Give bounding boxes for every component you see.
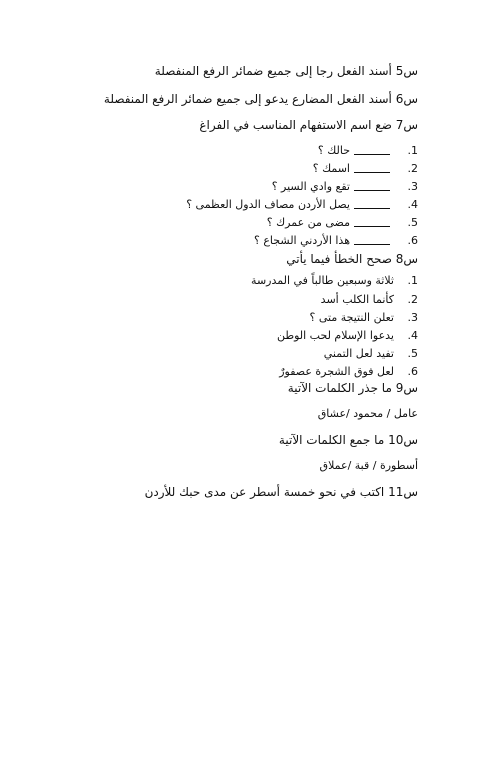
question-10-words: أسطورة / قبة /عملاق <box>319 459 418 472</box>
item-text: كأنما الكلب أسد <box>320 293 394 306</box>
q7-item-1 <box>318 144 418 158</box>
question-10-title: س10 ما جمع الكلمات الآتية <box>278 433 418 447</box>
item-text: تفيد لعل التمني <box>323 347 394 360</box>
q8-item-2 <box>321 293 418 307</box>
item-text: هذا الأردني الشجاع ؟ <box>254 234 350 247</box>
blank-line <box>354 162 390 173</box>
blank-line <box>354 216 390 227</box>
q8-item-4 <box>277 329 418 343</box>
item-number: 5. <box>407 216 418 229</box>
item-number: 6. <box>407 234 418 247</box>
q8-item-3 <box>310 311 418 325</box>
item-text: اسمك ؟ <box>312 162 350 175</box>
question-8-title: س8 صحح الخطأ فيما يأتي <box>286 252 418 266</box>
item-number: 2. <box>407 162 418 175</box>
question-7-title: س7 ضع اسم الاستفهام المناسب في الفراغ <box>199 118 418 132</box>
blank-line <box>354 198 390 209</box>
item-text: لعل فوق الشجرة عصفورٌ <box>279 365 394 378</box>
item-text: تعلن النتيجة متى ؟ <box>309 311 394 324</box>
blank-line <box>354 180 390 191</box>
item-text: ثلاثة وسبعين طالباً في المدرسة <box>251 274 394 287</box>
item-number: 4. <box>407 198 418 211</box>
question-9-title: س9 ما جذر الكلمات الآتية <box>287 381 418 395</box>
q7-item-6 <box>254 234 418 248</box>
q8-item-5 <box>324 347 418 361</box>
q8-item-1 <box>251 274 418 288</box>
item-number: 1. <box>407 144 418 157</box>
question-6: س6 أسند الفعل المضارع يدعو إلى جميع ضمائر الرفع المنفصلة <box>103 92 418 106</box>
question-9-words: عامل / محمود /عشاق <box>317 407 418 420</box>
item-number: 4. <box>407 329 418 342</box>
item-text: تقع وادي السير ؟ <box>271 180 350 193</box>
question-5: س5 أسند الفعل رجا إلى جميع ضمائر الرفع المنفصلة <box>154 64 418 78</box>
blank-line <box>354 144 390 155</box>
item-text: مضى من عمرك ؟ <box>266 216 350 229</box>
item-number: 3. <box>407 311 418 324</box>
item-text: يدعوا الإسلام لحب الوطن <box>276 329 394 342</box>
q7-item-4 <box>186 198 418 212</box>
question-11: س11 اكتب في نحو خمسة أسطر عن مدى حبك للأردن <box>144 485 418 499</box>
item-number: 5. <box>407 347 418 360</box>
q8-item-6 <box>279 365 418 379</box>
item-number: 2. <box>407 293 418 306</box>
q7-item-2 <box>313 162 418 176</box>
item-number: 1. <box>407 274 418 287</box>
blank-line <box>354 234 390 245</box>
item-number: 6. <box>407 365 418 378</box>
item-text: يصل الأردن مصاف الدول العظمى ؟ <box>186 198 350 211</box>
item-number: 3. <box>407 180 418 193</box>
q7-item-5 <box>267 216 418 230</box>
q7-item-3 <box>272 180 418 194</box>
item-text: حالك ؟ <box>317 144 350 157</box>
